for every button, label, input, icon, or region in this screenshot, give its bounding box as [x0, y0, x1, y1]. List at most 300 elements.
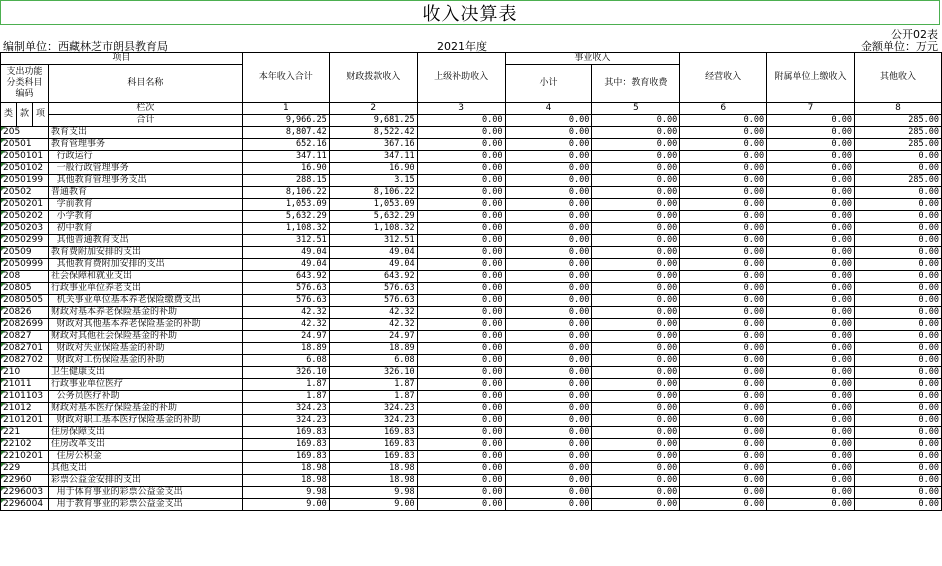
row-value: 0.00 — [854, 247, 941, 259]
row-value: 9.00 — [242, 499, 329, 511]
row-code: 22960 — [1, 475, 49, 487]
row-value: 324.23 — [329, 403, 417, 415]
row-value: 9.98 — [242, 487, 329, 499]
row-value: 16.90 — [242, 163, 329, 175]
row-value: 0.00 — [592, 283, 680, 295]
row-value: 0.00 — [505, 355, 592, 367]
header-heji: 合计 — [48, 115, 242, 127]
row-value: 169.83 — [329, 439, 417, 451]
row-value: 0.00 — [505, 151, 592, 163]
table-row — [1, 247, 942, 259]
row-value: 0.00 — [767, 307, 855, 319]
row-value: 169.83 — [242, 427, 329, 439]
row-code: 21012 — [1, 403, 49, 415]
row-subject-name: 机关事业单位基本养老保险缴费支出 — [48, 295, 242, 307]
header-subtotal: 小计 — [505, 65, 592, 103]
row-value: 0.00 — [854, 379, 941, 391]
row-value: 0.00 — [680, 283, 767, 295]
report-title: 收入决算表 — [0, 0, 940, 25]
row-value: 0.00 — [767, 163, 855, 175]
row-value: 0.00 — [854, 199, 941, 211]
row-value: 0.00 — [767, 403, 855, 415]
row-value: 0.00 — [592, 463, 680, 475]
table-row — [1, 235, 942, 247]
row-value: 0.00 — [592, 427, 680, 439]
row-value: 0.00 — [505, 307, 592, 319]
row-subject-name: 教育支出 — [48, 127, 242, 139]
row-subject-name: 财政对基本养老保险基金的补助 — [48, 307, 242, 319]
row-code: 2050999 — [1, 259, 49, 271]
row-code: 20509 — [1, 247, 49, 259]
row-value: 0.00 — [854, 271, 941, 283]
row-value: 0.00 — [854, 487, 941, 499]
row-value: 0.00 — [680, 319, 767, 331]
row-value: 288.15 — [242, 175, 329, 187]
col-number: 3 — [417, 103, 505, 115]
row-subject-name: 财政对失业保险基金的补助 — [48, 343, 242, 355]
total-cell: 9,966.25 — [242, 115, 329, 127]
row-value: 0.00 — [592, 499, 680, 511]
row-subject-name: 财政对其他社会保险基金的补助 — [48, 331, 242, 343]
row-code: 20502 — [1, 187, 49, 199]
row-value: 326.10 — [329, 367, 417, 379]
row-value: 0.00 — [417, 319, 505, 331]
row-subject-name: 一般行政管理事务 — [48, 163, 242, 175]
header-operating: 经营收入 — [680, 53, 767, 103]
row-value: 0.00 — [767, 211, 855, 223]
row-value: 0.00 — [767, 487, 855, 499]
row-value: 0.00 — [417, 223, 505, 235]
row-subject-name: 住房保障支出 — [48, 427, 242, 439]
table-row — [1, 475, 942, 487]
row-code: 2050203 — [1, 223, 49, 235]
row-value: 0.00 — [680, 187, 767, 199]
table-row — [1, 283, 942, 295]
row-subject-name: 普通教育 — [48, 187, 242, 199]
row-value: 0.00 — [767, 319, 855, 331]
row-value: 0.00 — [592, 307, 680, 319]
row-subject-name: 其他教育费附加安排的支出 — [48, 259, 242, 271]
row-value: 0.00 — [417, 427, 505, 439]
table-row — [1, 439, 942, 451]
row-value: 347.11 — [242, 151, 329, 163]
row-code: 229 — [1, 463, 49, 475]
row-subject-name: 其他支出 — [48, 463, 242, 475]
row-value: 0.00 — [854, 307, 941, 319]
table-row — [1, 331, 942, 343]
row-value: 0.00 — [417, 367, 505, 379]
header-affiliated: 附属单位上缴收入 — [767, 53, 855, 103]
row-value: 0.00 — [680, 415, 767, 427]
row-value: 0.00 — [680, 499, 767, 511]
total-cell: 0.00 — [505, 115, 592, 127]
row-value: 0.00 — [417, 295, 505, 307]
col-number: 6 — [680, 103, 767, 115]
row-value: 0.00 — [417, 151, 505, 163]
row-value: 0.00 — [505, 295, 592, 307]
row-value: 1.87 — [242, 391, 329, 403]
amount-unit: 金额单位：万元 — [861, 40, 938, 53]
row-value: 0.00 — [680, 427, 767, 439]
table-row — [1, 463, 942, 475]
row-value: 0.00 — [680, 247, 767, 259]
row-value: 312.51 — [242, 235, 329, 247]
row-value: 0.00 — [767, 343, 855, 355]
header-lanci: 栏次 — [48, 103, 242, 115]
row-value: 0.00 — [505, 223, 592, 235]
row-value: 0.00 — [854, 283, 941, 295]
row-value: 0.00 — [854, 235, 941, 247]
row-value: 0.00 — [592, 319, 680, 331]
header-other: 其他收入 — [854, 53, 941, 103]
row-code: 20827 — [1, 331, 49, 343]
row-value: 643.92 — [242, 271, 329, 283]
row-value: 0.00 — [417, 211, 505, 223]
report-subheader — [0, 38, 942, 52]
row-value: 0.00 — [592, 367, 680, 379]
row-value: 0.00 — [417, 343, 505, 355]
row-value: 312.51 — [329, 235, 417, 247]
row-value: 0.00 — [767, 427, 855, 439]
row-code: 2050101 — [1, 151, 49, 163]
row-value: 0.00 — [767, 439, 855, 451]
row-value: 0.00 — [592, 259, 680, 271]
row-value: 169.83 — [329, 427, 417, 439]
row-value: 169.83 — [329, 451, 417, 463]
row-value: 0.00 — [505, 463, 592, 475]
row-value: 0.00 — [417, 163, 505, 175]
row-value: 0.00 — [592, 175, 680, 187]
row-value: 0.00 — [417, 199, 505, 211]
table-row — [1, 415, 942, 427]
row-value: 0.00 — [592, 439, 680, 451]
row-value: 0.00 — [505, 139, 592, 151]
row-value: 285.00 — [854, 175, 941, 187]
row-value: 1.87 — [242, 379, 329, 391]
header-subject-name: 科目名称 — [48, 65, 242, 103]
row-value: 18.89 — [329, 343, 417, 355]
row-value: 0.00 — [767, 247, 855, 259]
row-value: 0.00 — [592, 451, 680, 463]
row-value: 0.00 — [680, 223, 767, 235]
col-number: 1 — [242, 103, 329, 115]
row-value: 367.16 — [329, 139, 417, 151]
row-value: 169.83 — [242, 451, 329, 463]
col-number: 2 — [329, 103, 417, 115]
row-value: 0.00 — [505, 367, 592, 379]
header-func-code: 支出功能分类科目编码 — [1, 65, 49, 103]
row-value: 1.87 — [329, 379, 417, 391]
row-value: 0.00 — [417, 403, 505, 415]
row-value: 1,108.32 — [329, 223, 417, 235]
table-row — [1, 223, 942, 235]
row-subject-name: 用于体育事业的彩票公益金支出 — [48, 487, 242, 499]
row-value: 0.00 — [417, 259, 505, 271]
row-value: 0.00 — [680, 487, 767, 499]
row-value: 0.00 — [767, 331, 855, 343]
row-value: 0.00 — [767, 235, 855, 247]
row-value: 0.00 — [592, 223, 680, 235]
row-value: 324.23 — [242, 403, 329, 415]
header-xiang: 项 — [32, 103, 48, 127]
row-value: 0.00 — [680, 151, 767, 163]
row-value: 0.00 — [767, 355, 855, 367]
row-value: 1,053.09 — [329, 199, 417, 211]
row-value: 0.00 — [767, 499, 855, 511]
row-value: 0.00 — [505, 343, 592, 355]
row-code: 2296003 — [1, 487, 49, 499]
header-item: 项目 — [1, 53, 243, 65]
row-value: 0.00 — [680, 475, 767, 487]
row-value: 0.00 — [680, 127, 767, 139]
total-cell: 9,681.25 — [329, 115, 417, 127]
row-value: 0.00 — [417, 463, 505, 475]
row-subject-name: 行政事业单位医疗 — [48, 379, 242, 391]
row-value: 0.00 — [592, 487, 680, 499]
form-number: 公开02表 — [891, 28, 938, 41]
row-value: 652.16 — [242, 139, 329, 151]
table-row — [1, 295, 942, 307]
row-code: 20805 — [1, 283, 49, 295]
row-value: 0.00 — [767, 415, 855, 427]
income-final-accounts-table — [0, 52, 942, 511]
row-value: 643.92 — [329, 271, 417, 283]
row-value: 1,108.32 — [242, 223, 329, 235]
row-value: 0.00 — [767, 379, 855, 391]
row-value: 0.00 — [854, 187, 941, 199]
row-value: 0.00 — [592, 163, 680, 175]
total-cell: 0.00 — [417, 115, 505, 127]
row-value: 0.00 — [680, 199, 767, 211]
table-row — [1, 319, 942, 331]
col-number: 8 — [854, 103, 941, 115]
row-subject-name: 彩票公益金安排的支出 — [48, 475, 242, 487]
row-code: 2296004 — [1, 499, 49, 511]
row-subject-name: 小学教育 — [48, 211, 242, 223]
row-value: 18.98 — [242, 463, 329, 475]
table-row — [1, 175, 942, 187]
row-value: 0.00 — [592, 379, 680, 391]
header-lei: 类 — [1, 103, 17, 127]
row-value: 3.15 — [329, 175, 417, 187]
row-value: 42.32 — [242, 319, 329, 331]
row-value: 0.00 — [680, 343, 767, 355]
row-code: 20501 — [1, 139, 49, 151]
header-upper: 上级补助收入 — [417, 53, 505, 103]
row-value: 8,522.42 — [329, 127, 417, 139]
row-value: 49.04 — [242, 259, 329, 271]
col-number: 5 — [592, 103, 680, 115]
col-number: 4 — [505, 103, 592, 115]
row-value: 0.00 — [680, 391, 767, 403]
row-value: 0.00 — [680, 211, 767, 223]
row-value: 0.00 — [505, 319, 592, 331]
row-value: 285.00 — [854, 139, 941, 151]
row-value: 18.98 — [329, 475, 417, 487]
row-subject-name: 财政对基本医疗保险基金的补助 — [48, 403, 242, 415]
row-code: 208 — [1, 271, 49, 283]
row-value: 0.00 — [767, 367, 855, 379]
row-code: 2050201 — [1, 199, 49, 211]
row-value: 0.00 — [417, 235, 505, 247]
row-value: 0.00 — [592, 187, 680, 199]
total-cell: 285.00 — [854, 115, 941, 127]
row-code: 22102 — [1, 439, 49, 451]
fiscal-year: 2021年度 — [437, 40, 487, 53]
row-value: 0.00 — [505, 163, 592, 175]
row-value: 0.00 — [680, 439, 767, 451]
row-code: 205 — [1, 127, 49, 139]
row-value: 8,807.42 — [242, 127, 329, 139]
row-value: 576.63 — [329, 283, 417, 295]
row-value: 0.00 — [854, 391, 941, 403]
row-value: 49.04 — [242, 247, 329, 259]
row-value: 0.00 — [505, 175, 592, 187]
row-value: 49.04 — [329, 259, 417, 271]
row-value: 18.98 — [242, 475, 329, 487]
row-value: 0.00 — [505, 379, 592, 391]
row-value: 0.00 — [854, 331, 941, 343]
row-value: 0.00 — [854, 451, 941, 463]
row-value: 324.23 — [242, 415, 329, 427]
table-row — [1, 391, 942, 403]
table-row — [1, 451, 942, 463]
row-value: 0.00 — [767, 139, 855, 151]
row-value: 0.00 — [680, 271, 767, 283]
row-value: 0.00 — [767, 151, 855, 163]
row-value: 6.08 — [242, 355, 329, 367]
row-value: 0.00 — [854, 439, 941, 451]
row-value: 0.00 — [767, 463, 855, 475]
row-value: 0.00 — [505, 451, 592, 463]
row-value: 0.00 — [680, 163, 767, 175]
row-subject-name: 住房公积金 — [48, 451, 242, 463]
row-value: 0.00 — [767, 187, 855, 199]
row-value: 0.00 — [854, 151, 941, 163]
total-cell: 0.00 — [767, 115, 855, 127]
row-value: 0.00 — [680, 259, 767, 271]
row-subject-name: 社会保障和就业支出 — [48, 271, 242, 283]
table-row — [1, 199, 942, 211]
row-value: 0.00 — [417, 379, 505, 391]
row-code: 2082701 — [1, 343, 49, 355]
row-value: 0.00 — [417, 499, 505, 511]
row-value: 0.00 — [680, 307, 767, 319]
row-value: 0.00 — [505, 127, 592, 139]
row-value: 42.32 — [242, 307, 329, 319]
row-value: 0.00 — [417, 139, 505, 151]
row-value: 0.00 — [505, 283, 592, 295]
row-value: 0.00 — [417, 307, 505, 319]
row-value: 0.00 — [505, 271, 592, 283]
row-value: 0.00 — [592, 403, 680, 415]
row-value: 0.00 — [417, 355, 505, 367]
row-value: 0.00 — [592, 415, 680, 427]
row-subject-name: 住房改革支出 — [48, 439, 242, 451]
row-value: 0.00 — [505, 199, 592, 211]
row-value: 0.00 — [767, 295, 855, 307]
row-value: 0.00 — [680, 331, 767, 343]
row-code: 2101201 — [1, 415, 49, 427]
table-row — [1, 259, 942, 271]
row-value: 347.11 — [329, 151, 417, 163]
row-value: 0.00 — [417, 175, 505, 187]
row-value: 324.23 — [329, 415, 417, 427]
table-row — [1, 307, 942, 319]
row-value: 0.00 — [505, 391, 592, 403]
row-value: 0.00 — [417, 331, 505, 343]
row-value: 0.00 — [505, 427, 592, 439]
row-value: 5,632.29 — [329, 211, 417, 223]
row-value: 0.00 — [592, 475, 680, 487]
table-row — [1, 427, 942, 439]
row-value: 0.00 — [854, 163, 941, 175]
row-value: 0.00 — [767, 175, 855, 187]
header-fiscal: 财政拨款收入 — [329, 53, 417, 103]
row-value: 0.00 — [854, 211, 941, 223]
row-value: 5,632.29 — [242, 211, 329, 223]
row-code: 2101103 — [1, 391, 49, 403]
table-row — [1, 271, 942, 283]
row-subject-name: 公务员医疗补助 — [48, 391, 242, 403]
row-subject-name: 初中教育 — [48, 223, 242, 235]
row-value: 0.00 — [505, 403, 592, 415]
row-value: 16.90 — [329, 163, 417, 175]
row-value: 0.00 — [680, 403, 767, 415]
row-subject-name: 学前教育 — [48, 199, 242, 211]
row-value: 0.00 — [767, 199, 855, 211]
row-value: 0.00 — [854, 295, 941, 307]
row-value: 0.00 — [680, 451, 767, 463]
row-value: 0.00 — [767, 127, 855, 139]
row-code: 2050202 — [1, 211, 49, 223]
row-code: 2050102 — [1, 163, 49, 175]
table-row — [1, 367, 942, 379]
row-value: 9.98 — [329, 487, 417, 499]
row-value: 0.00 — [592, 139, 680, 151]
row-code: 2050299 — [1, 235, 49, 247]
table-row — [1, 139, 942, 151]
row-value: 169.83 — [242, 439, 329, 451]
row-value: 0.00 — [854, 259, 941, 271]
row-value: 0.00 — [767, 223, 855, 235]
row-value: 0.00 — [854, 463, 941, 475]
table-row — [1, 151, 942, 163]
row-value: 0.00 — [592, 247, 680, 259]
row-value: 0.00 — [767, 271, 855, 283]
row-code: 2082699 — [1, 319, 49, 331]
row-value: 0.00 — [854, 355, 941, 367]
table-row — [1, 499, 942, 511]
row-value: 0.00 — [592, 343, 680, 355]
row-value: 0.00 — [680, 175, 767, 187]
row-value: 0.00 — [417, 451, 505, 463]
table-row — [1, 343, 942, 355]
row-code: 221 — [1, 427, 49, 439]
total-cell: 0.00 — [680, 115, 767, 127]
row-value: 0.00 — [505, 331, 592, 343]
row-value: 0.00 — [680, 379, 767, 391]
row-value: 0.00 — [767, 259, 855, 271]
row-value: 18.98 — [329, 463, 417, 475]
row-code: 2050199 — [1, 175, 49, 187]
row-code: 2082702 — [1, 355, 49, 367]
row-value: 0.00 — [417, 271, 505, 283]
header-total: 本年收入合计 — [242, 53, 329, 103]
total-cell: 0.00 — [592, 115, 680, 127]
row-subject-name: 教育管理事务 — [48, 139, 242, 151]
row-value: 285.00 — [854, 127, 941, 139]
